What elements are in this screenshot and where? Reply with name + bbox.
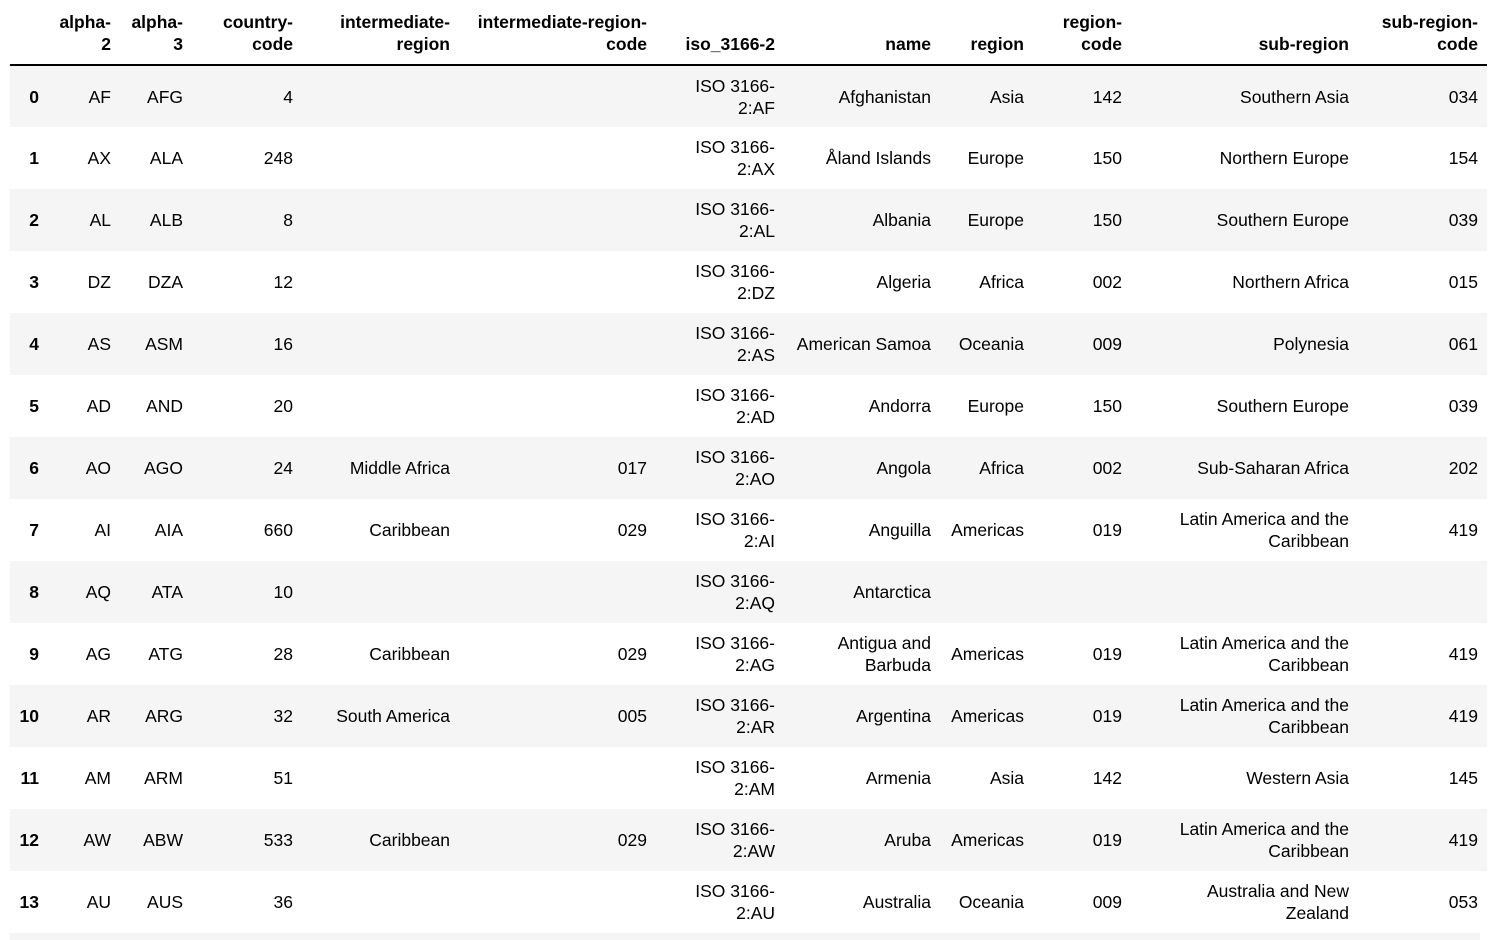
cell-sub-region-code: 039 — [1448, 210, 1478, 230]
cell-sub-region-code: 419 — [1448, 830, 1478, 850]
cell-intermediate-region-code: 017 — [617, 458, 647, 478]
cell-alpha3: AGO — [144, 458, 183, 478]
cell-region — [940, 561, 1033, 623]
cell-country-code: 4 — [283, 86, 293, 107]
cell-iso-3166-2: ISO 3166- 2:AF — [695, 75, 775, 118]
cell-sub-region-code: 145 — [1448, 768, 1478, 788]
cell-alpha3: AUS — [147, 892, 183, 912]
cell-alpha3: AND — [146, 396, 183, 416]
cell-name: Anguilla — [868, 520, 931, 540]
cell-iso-3166-2: ISO 3166- 2:AR — [695, 695, 775, 737]
table-row — [10, 499, 1487, 561]
row-index: 10 — [19, 706, 39, 726]
column-header-alpha3: alpha- 3 — [120, 0, 192, 65]
column-header-iso-3166-2: iso_3166-2 — [656, 0, 784, 65]
cell-alpha2: AD — [86, 396, 111, 416]
cell-sub-region: Latin America and the Caribbean — [1179, 819, 1349, 861]
cell-alpha3: ALB — [149, 210, 183, 230]
cell-sub-region-code: 419 — [1448, 644, 1478, 664]
row-index: 12 — [19, 830, 39, 850]
cell-alpha2: AL — [89, 210, 111, 230]
cell-country-code: 533 — [263, 830, 293, 850]
cell-region-code: 002 — [1092, 458, 1122, 478]
cell-sub-region-code: 061 — [1448, 334, 1478, 354]
cell-country-code: 12 — [273, 272, 293, 292]
table-row — [10, 65, 1487, 127]
cell-region-code: 002 — [1092, 272, 1122, 292]
cell-sub-region-code: 202 — [1448, 458, 1478, 478]
cell-sub-region: Latin America and the Caribbean — [1179, 695, 1349, 737]
cell-name: Australia — [862, 892, 931, 912]
cell-iso-3166-2: ISO 3166- 2:DZ — [695, 261, 775, 303]
column-header-alpha2: alpha- 2 — [48, 0, 120, 65]
cell-region: Africa — [979, 272, 1024, 292]
cell-alpha2: AW — [83, 830, 111, 850]
cell-sub-region: Northern Africa — [1232, 272, 1349, 292]
column-header-sub-region: sub-region — [1131, 0, 1358, 65]
dataframe-table — [10, 0, 1487, 933]
cell-region-code — [1033, 561, 1131, 623]
cell-iso-3166-2: ISO 3166- 2:AD — [695, 385, 775, 427]
cell-country-code: 28 — [273, 644, 293, 664]
cell-name: Andorra — [868, 396, 931, 416]
table-row — [10, 623, 1487, 685]
cell-sub-region: Sub-Saharan Africa — [1197, 458, 1349, 478]
cell-iso-3166-2: ISO 3166- 2:AW — [695, 819, 775, 861]
cell-intermediate-region: Caribbean — [369, 644, 450, 664]
row-index: 2 — [29, 210, 39, 230]
cell-country-code: 36 — [273, 892, 293, 912]
cell-intermediate-region — [302, 871, 459, 933]
partial-next-row — [10, 933, 1480, 940]
cell-sub-region: Australia and New Zealand — [1206, 881, 1349, 923]
cell-region: Oceania — [958, 334, 1024, 354]
cell-intermediate-region — [302, 375, 459, 437]
cell-region: Americas — [951, 706, 1024, 726]
row-index: 3 — [29, 272, 39, 292]
table-row — [10, 871, 1487, 933]
cell-country-code: 32 — [273, 706, 293, 726]
cell-sub-region-code: 039 — [1448, 396, 1478, 416]
column-header-index — [10, 0, 48, 65]
row-index: 1 — [29, 148, 39, 168]
cell-sub-region: Southern Asia — [1240, 86, 1349, 107]
cell-name: Åland Islands — [825, 148, 931, 168]
cell-iso-3166-2: ISO 3166- 2:AM — [695, 757, 775, 799]
table-row — [10, 189, 1487, 251]
cell-iso-3166-2: ISO 3166- 2:AO — [695, 447, 775, 489]
table-body — [10, 65, 1487, 933]
cell-country-code: 10 — [273, 582, 293, 602]
cell-alpha2: AR — [86, 706, 111, 726]
cell-intermediate-region-code: 029 — [617, 644, 647, 664]
cell-region: Americas — [951, 520, 1024, 540]
table-row — [10, 375, 1487, 437]
cell-sub-region-code: 154 — [1448, 148, 1478, 168]
dataframe-container — [10, 0, 1480, 933]
header-row — [10, 0, 1487, 65]
cell-intermediate-region-code — [459, 189, 656, 251]
cell-iso-3166-2: ISO 3166- 2:AQ — [695, 571, 775, 613]
cell-name: Algeria — [876, 272, 931, 292]
cell-iso-3166-2: ISO 3166- 2:AI — [695, 509, 775, 551]
cell-sub-region-code: 034 — [1448, 86, 1478, 107]
cell-intermediate-region: Middle Africa — [349, 458, 450, 478]
cell-intermediate-region-code — [459, 747, 656, 809]
cell-intermediate-region — [302, 747, 459, 809]
row-index: 7 — [29, 520, 39, 540]
column-header-country-code: country- code — [192, 0, 302, 65]
cell-intermediate-region — [302, 561, 459, 623]
cell-alpha2: AS — [87, 334, 111, 354]
cell-name: Argentina — [856, 706, 931, 726]
cell-country-code: 8 — [283, 210, 293, 230]
cell-alpha2: AM — [84, 768, 111, 788]
cell-sub-region: Northern Europe — [1219, 148, 1349, 168]
cell-name: Afghanistan — [838, 86, 931, 107]
cell-sub-region-code: 419 — [1448, 520, 1478, 540]
cell-sub-region-code: 419 — [1448, 706, 1478, 726]
cell-country-code: 248 — [263, 148, 293, 168]
cell-region-code: 019 — [1092, 706, 1122, 726]
cell-name: Armenia — [865, 768, 931, 788]
table-row — [10, 437, 1487, 499]
row-index: 6 — [29, 458, 39, 478]
cell-alpha3: ABW — [143, 830, 183, 850]
cell-intermediate-region: Caribbean — [369, 830, 450, 850]
cell-sub-region: Latin America and the Caribbean — [1179, 509, 1349, 551]
cell-alpha2: AU — [86, 892, 111, 912]
table-row — [10, 747, 1487, 809]
cell-intermediate-region — [302, 189, 459, 251]
cell-intermediate-region-code: 005 — [617, 706, 647, 726]
cell-region-code: 142 — [1092, 86, 1122, 107]
row-index: 13 — [19, 892, 39, 912]
cell-intermediate-region-code — [459, 375, 656, 437]
cell-alpha2: AO — [85, 458, 111, 478]
cell-region: Europe — [967, 396, 1024, 416]
cell-sub-region-code: 053 — [1448, 892, 1478, 912]
cell-region: Europe — [967, 210, 1024, 230]
table-row — [10, 685, 1487, 747]
cell-region: Africa — [979, 458, 1024, 478]
cell-sub-region-code: 015 — [1448, 272, 1478, 292]
cell-intermediate-region: Caribbean — [369, 520, 450, 540]
cell-region-code: 150 — [1092, 210, 1122, 230]
cell-intermediate-region — [302, 313, 459, 375]
cell-alpha3: ARG — [145, 706, 183, 726]
row-index: 8 — [29, 582, 39, 602]
cell-region: Asia — [989, 86, 1024, 107]
cell-intermediate-region-code — [459, 313, 656, 375]
column-header-region: region — [940, 0, 1033, 65]
cell-alpha2: AF — [88, 86, 111, 107]
cell-region-code: 009 — [1092, 892, 1122, 912]
column-header-intermediate-region: intermediate- region — [302, 0, 459, 65]
cell-sub-region: Western Asia — [1246, 768, 1349, 788]
cell-country-code: 16 — [273, 334, 293, 354]
cell-intermediate-region-code — [459, 561, 656, 623]
cell-alpha3: DZA — [148, 272, 183, 292]
cell-iso-3166-2: ISO 3166- 2:AG — [695, 633, 775, 675]
cell-intermediate-region — [302, 127, 459, 189]
table-row — [10, 251, 1487, 313]
table-header — [10, 0, 1487, 65]
cell-alpha3: AFG — [147, 86, 183, 107]
cell-alpha2: DZ — [87, 272, 111, 292]
cell-country-code: 660 — [263, 520, 293, 540]
cell-iso-3166-2: ISO 3166- 2:AS — [695, 323, 775, 365]
cell-iso-3166-2: ISO 3166- 2:AX — [695, 137, 775, 179]
cell-alpha2: AX — [87, 148, 111, 168]
cell-region: Europe — [967, 148, 1024, 168]
cell-country-code: 51 — [273, 768, 293, 788]
cell-sub-region: Latin America and the Caribbean — [1179, 633, 1349, 675]
cell-alpha3: ARM — [144, 768, 183, 788]
cell-region: Asia — [989, 768, 1024, 788]
cell-intermediate-region-code: 029 — [617, 520, 647, 540]
row-index: 11 — [20, 768, 39, 788]
cell-region: Oceania — [958, 892, 1024, 912]
cell-sub-region — [1131, 561, 1358, 623]
cell-region-code: 150 — [1092, 148, 1122, 168]
cell-sub-region: Polynesia — [1273, 334, 1349, 354]
cell-alpha3: AIA — [154, 520, 183, 540]
row-index: 5 — [29, 396, 39, 416]
cell-country-code: 24 — [273, 458, 293, 478]
cell-intermediate-region — [302, 251, 459, 313]
cell-name: American Samoa — [796, 334, 931, 354]
cell-name: Antigua and Barbuda — [837, 633, 931, 675]
cell-sub-region: Southern Europe — [1216, 210, 1349, 230]
cell-region-code: 009 — [1092, 334, 1122, 354]
cell-region-code: 019 — [1092, 644, 1122, 664]
cell-alpha2: AQ — [85, 582, 111, 602]
cell-intermediate-region-code — [459, 871, 656, 933]
cell-name: Aruba — [884, 830, 931, 850]
cell-alpha3: ALA — [149, 148, 183, 168]
column-header-name: name — [784, 0, 940, 65]
cell-alpha2: AG — [85, 644, 111, 664]
cell-region-code: 019 — [1092, 830, 1122, 850]
table-row — [10, 313, 1487, 375]
cell-iso-3166-2: ISO 3166- 2:AU — [695, 881, 775, 923]
table-row — [10, 809, 1487, 871]
cell-region: Americas — [951, 830, 1024, 850]
cell-alpha3: ATA — [151, 582, 183, 602]
row-index: 9 — [29, 644, 39, 664]
column-header-region-code: region- code — [1033, 0, 1131, 65]
cell-intermediate-region-code — [459, 251, 656, 313]
cell-alpha3: ASM — [145, 334, 183, 354]
cell-country-code: 20 — [273, 396, 293, 416]
cell-intermediate-region: South America — [336, 706, 450, 726]
cell-intermediate-region-code — [459, 127, 656, 189]
cell-iso-3166-2: ISO 3166- 2:AL — [695, 199, 775, 241]
column-header-sub-region-code: sub-region- code — [1358, 0, 1487, 65]
cell-intermediate-region-code — [459, 65, 656, 127]
cell-region-code: 142 — [1092, 768, 1122, 788]
cell-intermediate-region — [302, 65, 459, 127]
row-index: 4 — [29, 334, 39, 354]
cell-name: Albania — [872, 210, 931, 230]
cell-sub-region: Southern Europe — [1216, 396, 1349, 416]
row-index: 0 — [29, 86, 39, 107]
cell-sub-region-code — [1358, 561, 1487, 623]
cell-region-code: 150 — [1092, 396, 1122, 416]
column-header-intermediate-region-code: intermediate-region- code — [459, 0, 656, 65]
cell-region-code: 019 — [1092, 520, 1122, 540]
table-row — [10, 561, 1487, 623]
cell-region: Americas — [951, 644, 1024, 664]
cell-intermediate-region-code: 029 — [617, 830, 647, 850]
cell-alpha2: AI — [94, 520, 111, 540]
table-row — [10, 127, 1487, 189]
cell-name: Antarctica — [853, 582, 931, 602]
cell-name: Angola — [876, 458, 931, 478]
cell-alpha3: ATG — [148, 644, 183, 664]
